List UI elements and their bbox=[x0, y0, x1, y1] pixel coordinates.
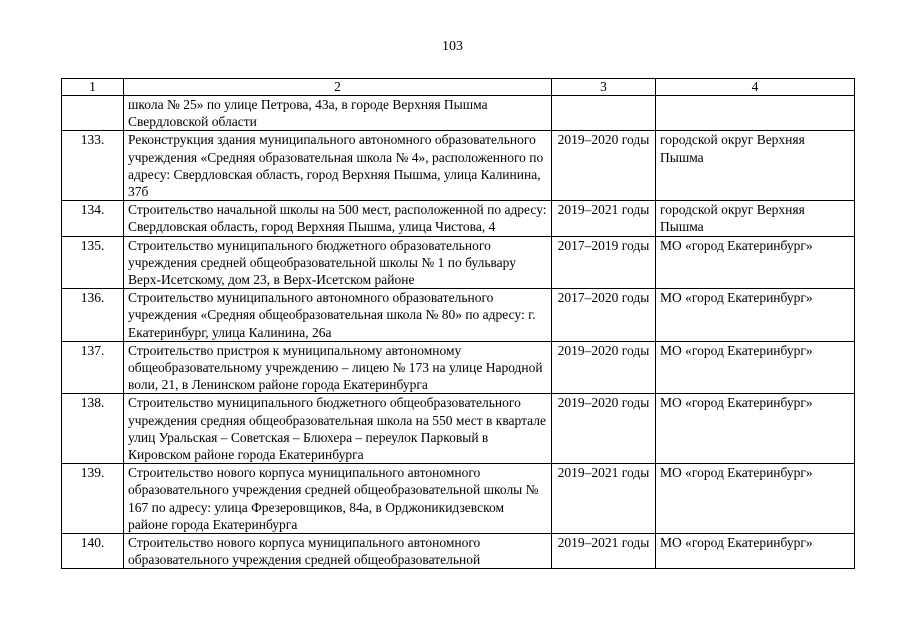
row-number: 135. bbox=[62, 236, 124, 289]
row-description: Строительство начальной школы на 500 мест, расположенной по адресу: Свердловская область, город Верхняя Пышма, улица Чистова, 4 bbox=[124, 201, 552, 236]
row-number: 134. bbox=[62, 201, 124, 236]
row-description: Строительство нового корпуса муниципального автономного образовательного учреждения средней общеобразовательной bbox=[124, 534, 552, 569]
row-number: 133. bbox=[62, 131, 124, 201]
table-row bbox=[62, 236, 855, 289]
row-number: 140. bbox=[62, 534, 124, 569]
row-executor: МО «город Екатеринбург» bbox=[656, 289, 855, 342]
row-executor: МО «город Екатеринбург» bbox=[656, 534, 855, 569]
table-row bbox=[62, 289, 855, 342]
row-description: Строительство нового корпуса муниципального автономного образовательного учреждения средней общеобразовательной школы № 167 по адресу: улица Фрезеровщиков, 84а, в Орджоникидзевском районе города Екатеринбурга bbox=[124, 464, 552, 534]
table-row bbox=[62, 341, 855, 394]
row-executor: МО «город Екатеринбург» bbox=[656, 341, 855, 394]
row-period: 2019–2021 годы bbox=[552, 464, 656, 534]
row-number: 136. bbox=[62, 289, 124, 342]
row-number bbox=[62, 96, 124, 131]
table-row bbox=[62, 464, 855, 534]
row-period: 2019–2020 годы bbox=[552, 394, 656, 464]
row-description: Строительство пристроя к муниципальному автономному общеобразовательному учреждению – лицею № 173 на улице Народной воли, 21, в Ленинском районе города Екатеринбурга bbox=[124, 341, 552, 394]
row-description: Строительство муниципального автономного образовательного учреждения «Средняя общеобразовательная школа № 80» по адресу: г. Екатеринбург, улица Калинина, 26а bbox=[124, 289, 552, 342]
row-period: 2019–2021 годы bbox=[552, 201, 656, 236]
row-period: 2017–2019 годы bbox=[552, 236, 656, 289]
row-description: школа № 25» по улице Петрова, 43а, в городе Верхняя Пышма Свердловской области bbox=[124, 96, 552, 131]
table-row bbox=[62, 534, 855, 569]
row-number: 138. bbox=[62, 394, 124, 464]
column-header-4: 4 bbox=[656, 79, 855, 96]
row-executor: МО «город Екатеринбург» bbox=[656, 236, 855, 289]
page-number: 103 bbox=[442, 39, 463, 54]
table-row bbox=[62, 201, 855, 236]
table-row bbox=[62, 131, 855, 201]
row-executor bbox=[656, 96, 855, 131]
row-period: 2019–2021 годы bbox=[552, 534, 656, 569]
row-period: 2019–2020 годы bbox=[552, 341, 656, 394]
table-row bbox=[62, 394, 855, 464]
row-description: Строительство муниципального бюджетного образовательного учреждения средней общеобразовательной школы № 1 по бульвару Верх-Исетскому, дом 23, в Верх-Исетском районе bbox=[124, 236, 552, 289]
row-executor: МО «город Екатеринбург» bbox=[656, 394, 855, 464]
row-period bbox=[552, 96, 656, 131]
column-header-1: 1 bbox=[62, 79, 124, 96]
row-description: Строительство муниципального бюджетного общеобразовательного учреждения средняя общеобразовательная школа на 550 мест в квартале улиц Уральская – Советская – Блюхера – переулок Парковый в Кировском районе города Екатеринбурга bbox=[124, 394, 552, 464]
row-executor: городской округ Верхняя Пышма bbox=[656, 131, 855, 201]
column-number-row bbox=[62, 79, 855, 96]
column-header-2: 2 bbox=[124, 79, 552, 96]
row-number: 139. bbox=[62, 464, 124, 534]
row-period: 2019–2020 годы bbox=[552, 131, 656, 201]
row-period: 2017–2020 годы bbox=[552, 289, 656, 342]
table-row bbox=[62, 96, 855, 131]
row-executor: городской округ Верхняя Пышма bbox=[656, 201, 855, 236]
row-executor: МО «город Екатеринбург» bbox=[656, 464, 855, 534]
row-description: Реконструкция здания муниципального автономного образовательного учреждения «Средняя образовательная школа № 4», расположенного по адресу: Свердловская область, город Верхняя Пышма, улица Калинина, 37б bbox=[124, 131, 552, 201]
column-header-3: 3 bbox=[552, 79, 656, 96]
row-number: 137. bbox=[62, 341, 124, 394]
program-table bbox=[61, 78, 855, 569]
